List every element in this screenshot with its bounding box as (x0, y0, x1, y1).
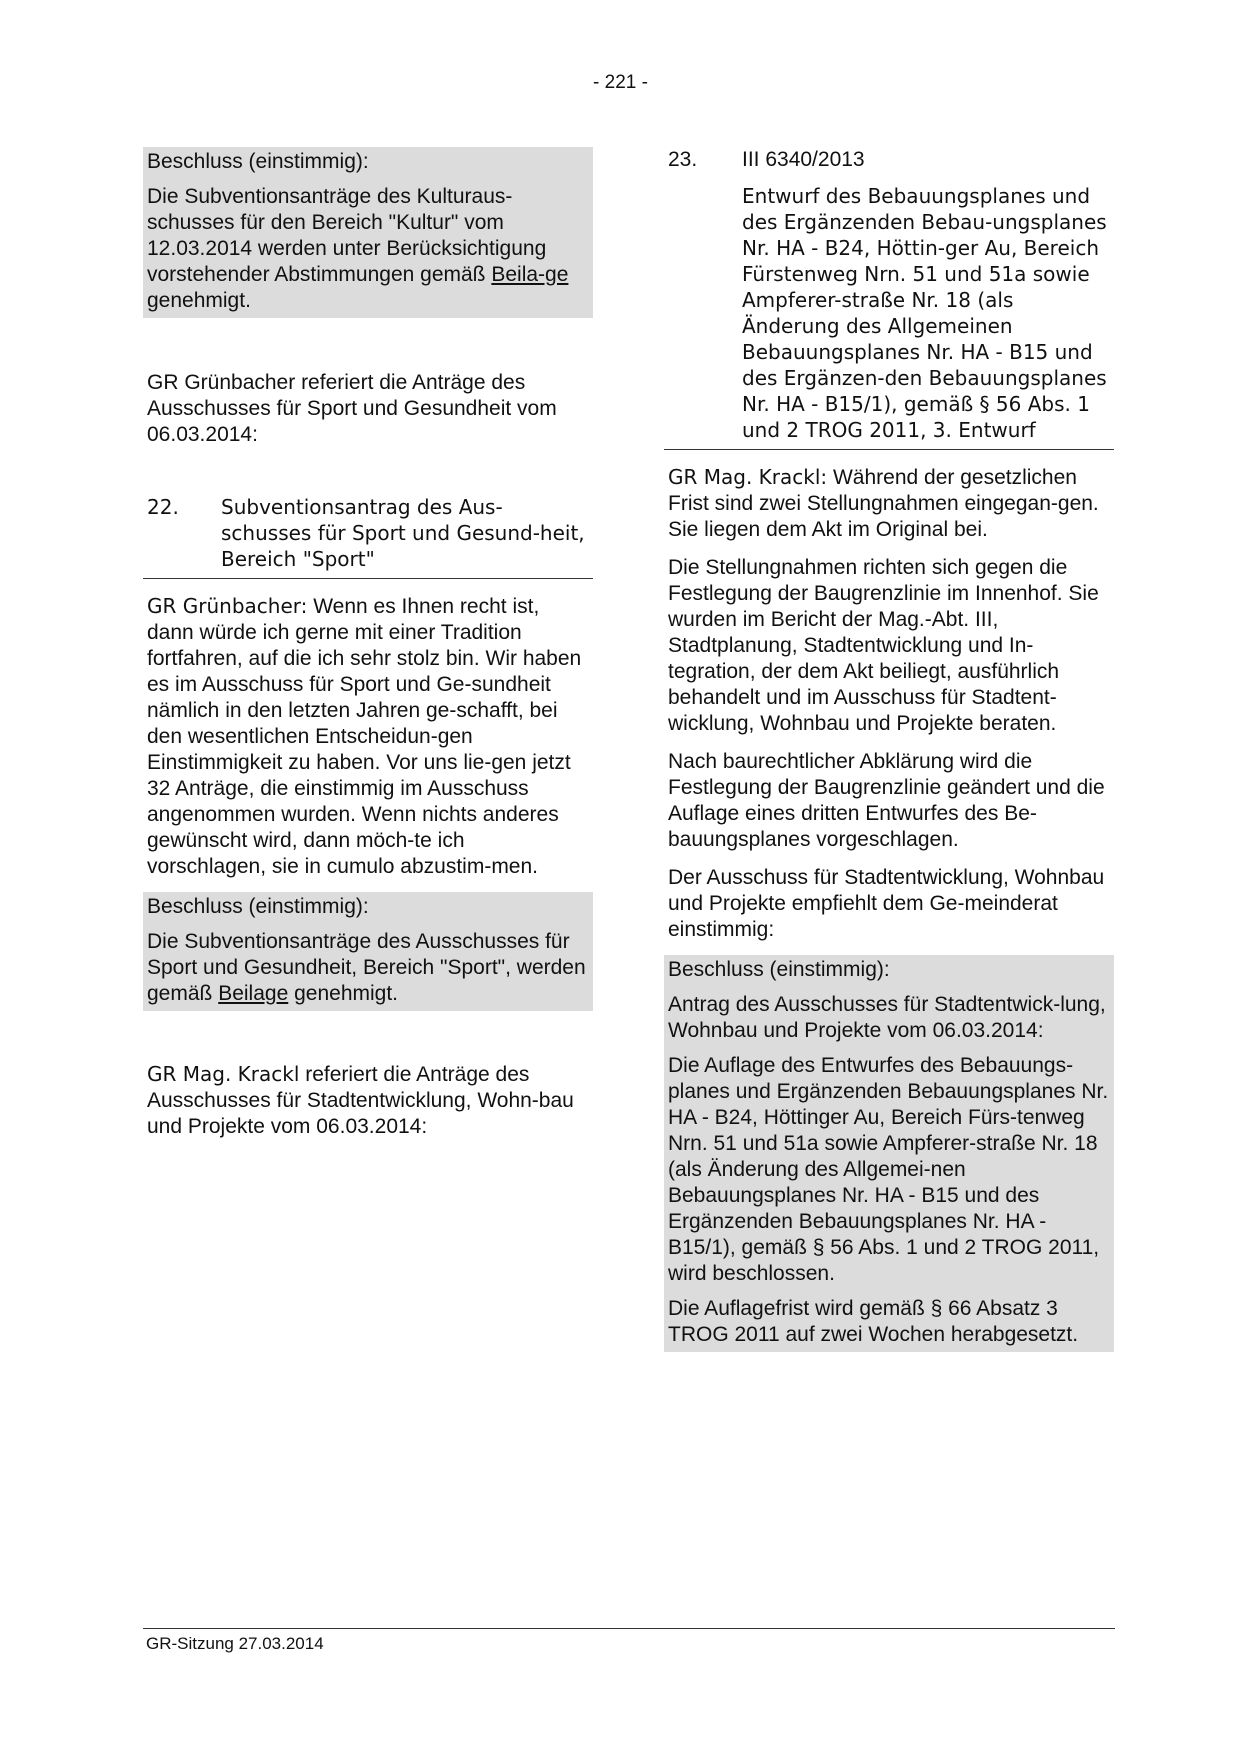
agenda-title: Entwurf des Bebauungsplanes und des Ergänzenden Bebau-ungsplanes Nr. HA - B24, Höttin-ger Au, Bereich Fürstenweg Nrn. 51 und 51a sowie Ampferer-straße Nr. 18 (als Änderung des Allgemeinen Bebauungsplanes Nr. HA - B15 und des Ergänzen-den Bebauungsplanes Nr. HA - B15/1), gemäß § 56 Abs. 1 und 2 TROG 2011, 3. Entwurf (742, 184, 1107, 442)
paragraph: Nach baurechtlicher Abklärung wird die Festlegung der Baugrenzlinie geändert und die Auflage eines dritten Entwurfes des Be-bauungsplanes vorgeschlagen. (668, 750, 1105, 851)
resolution-text: Die Subventionsanträge des Kulturaus-schusses für den Bereich "Kultur" vom 12.03.2014 werden unter Berücksichtigung vorstehender Abstimmungen gemäß Beila-ge genehmigt. (147, 185, 569, 312)
resolution-title: Beschluss (einstimmig): (668, 958, 890, 981)
left-column (143, 147, 593, 1152)
resolution-title: Beschluss (einstimmig): (147, 150, 369, 173)
agenda-item-23 (664, 147, 1114, 450)
resolution-bebauungsplan (664, 955, 1114, 1352)
footer-divider (143, 1628, 1115, 1629)
resolution-title: Beschluss (einstimmig): (147, 895, 369, 918)
speaker-name: GR Mag. Krackl (147, 1062, 300, 1086)
beilage-link[interactable]: Beilage (218, 982, 289, 1005)
speaker-name: GR Mag. Krackl: (668, 465, 828, 489)
paragraph: Der Ausschuss für Stadtentwicklung, Wohnbau und Projekte empfiehlt dem Ge-meinderat einstimmig: (668, 866, 1105, 941)
agenda-title: Subventionsantrag des Aus-schusses für Sport und Gesund-heit, Bereich "Sport" (221, 495, 585, 571)
resolution-text: Antrag des Ausschusses für Stadtentwick-lung, Wohnbau und Projekte vom 06.03.2014: (668, 993, 1106, 1042)
resolution-text: Die Auflage des Entwurfes des Bebauungs-planes und Ergänzenden Bebauungsplanes Nr. HA - B24, Höttinger Au, Bereich Fürs-tenweg Nrn. 51 und 51a sowie Ampferer-straße Nr. 18 (als Änderung des Allgemei-nen Bebauungsplanes Nr. HA - B15 und des Ergänzenden Bebauungsplanes Nr. HA - B15/1), gemäß § 56 Abs. 1 und 2 TROG 2011, wird beschlossen. (668, 1054, 1109, 1285)
footer-text: GR-Sitzung 27.03.2014 (146, 1634, 324, 1653)
agenda-number: 23. (668, 148, 698, 171)
agenda-reference: III 6340/2013 (742, 148, 865, 171)
agenda-number: 22. (147, 495, 179, 519)
right-column (664, 147, 1114, 1352)
resolution-text: Die Subventionsanträge des Ausschusses für Sport und Gesundheit, Bereich "Sport", werden gemäß Beilage genehmigt. (147, 930, 586, 1005)
resolution-sport (143, 892, 593, 1011)
right-body: GR Mag. Krackl: Während der gesetzlichen Frist sind zwei Stellungnahmen eingegan-gen. Sie liegen dem Akt im Original bei. Die Stellungnahmen richten sich gegen die Festlegung der Baugrenzlinie im Innenhof. Sie wurden im Bericht der Mag.-Abt. III, Stadtplanung, Stadtentwicklung und In-tegration, der dem Akt beiliegt, ausführlich behandelt und im Ausschuss für Stadtent-wicklung, Wohnbau und Projekte beraten. Nach baurechtlicher Abklärung wird die Festlegung der Baugrenzlinie geändert und die Auflage eines dritten Entwurfes des Be-bauungsplanes vorgeschlagen. Der Ausschuss für Stadtentwicklung, Wohnbau und Projekte empfiehlt dem Ge-meinderat einstimmig: (664, 464, 1114, 943)
paragraph: Die Stellungnahmen richten sich gegen die Festlegung der Baugrenzlinie im Innenhof. Sie wurden im Bericht der Mag.-Abt. III, Stadtplanung, Stadtentwicklung und In-tegration, der dem Akt beiliegt, ausführlich behandelt und im Ausschuss für Stadtent-wicklung, Wohnbau und Projekte beraten. (668, 556, 1099, 735)
resolution-kultur (143, 147, 593, 318)
agenda-item-22 (143, 494, 593, 579)
resolution-text: Die Auflagefrist wird gemäß § 66 Absatz 3 TROG 2011 auf zwei Wochen herabgesetzt. (668, 1297, 1079, 1346)
intro-sport: GR Grünbacher referiert die Anträge des Ausschusses für Sport und Gesundheit vom 06.03.2014: (147, 371, 557, 446)
beilage-link[interactable]: Beila-ge (491, 263, 569, 286)
speaker-name: GR Grünbacher: (147, 594, 308, 618)
speech-gruenbacher: GR Grünbacher: Wenn es Ihnen recht ist, dann würde ich gerne mit einer Tradition fortfahren, auf die ich sehr stolz bin. Wir haben es im Ausschuss für Sport und Ge-sundheit nämlich in den letzten Jahren ge-schafft, bei den wesentlichen Entscheidun-gen Einstimmigkeit zu haben. Vor uns lie-gen jetzt 32 Anträge, die einstimmig im Ausschuss angenommen wurden. Wenn nichts anderes gewünscht wird, dann möch-te ich vorschlagen, sie in cumulo abzustim-men. (147, 594, 582, 878)
intro-stadtentwicklung: GR Mag. Krackl referiert die Anträge des Ausschusses für Stadtentwicklung, Wohn-bau und Projekte vom 06.03.2014: (147, 1062, 574, 1138)
page-number: - 221 - (593, 72, 648, 93)
